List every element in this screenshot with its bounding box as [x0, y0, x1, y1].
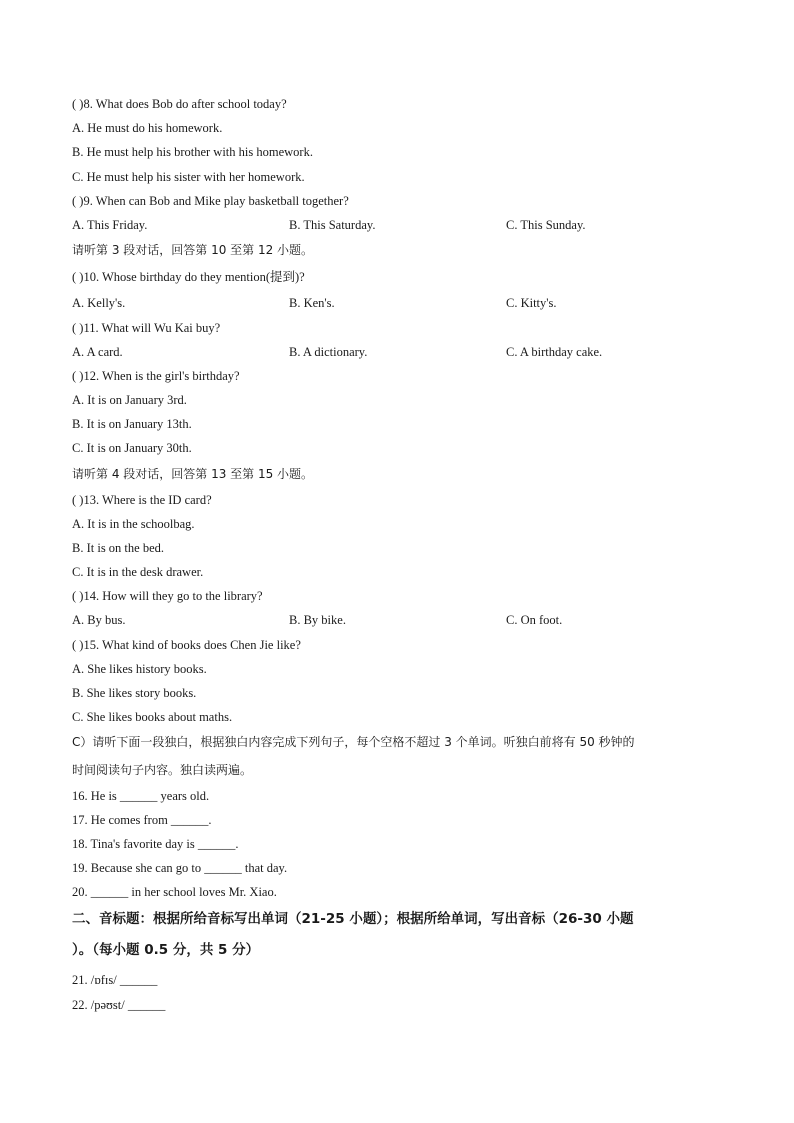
option-11a: A. A card. [72, 345, 123, 359]
question-14: ( )14. How will they go to the library? [72, 589, 263, 603]
dialogue-4-instruction: 请听第 4 段对话，回答第 13 至第 15 小题。 [72, 467, 314, 481]
part-2-heading-line2: ）。（每小题 0.5 分，共 5 分） [72, 942, 260, 958]
option-11b: B. A dictionary. [289, 345, 368, 359]
option-13c: C. It is in the desk drawer. [72, 565, 204, 579]
option-8b: B. He must help his brother with his homework. [72, 145, 313, 159]
phonetic-question-22: 22. /pəʊst/ ______ [72, 998, 166, 1012]
question-8: ( )8. What does Bob do after school today? [72, 97, 287, 111]
option-10c: C. Kitty's. [506, 296, 557, 310]
option-15c: C. She likes books about maths. [72, 710, 233, 724]
question-13: ( )13. Where is the ID card? [72, 493, 212, 507]
options-14 [72, 612, 722, 628]
option-11c: C. A birthday cake. [506, 345, 603, 359]
question-9: ( )9. When can Bob and Mike play basketball together? [72, 194, 349, 208]
dialogue-3-instruction: 请听第 3 段对话，回答第 10 至第 12 小题。 [72, 243, 314, 257]
fill-question-19: 19. Because she can go to ______ that day. [72, 861, 288, 875]
option-10a: A. Kelly's. [72, 296, 126, 310]
fill-question-18: 18. Tina's favorite day is ______. [72, 837, 239, 851]
question-15: ( )15. What kind of books does Chen Jie like? [72, 638, 301, 652]
option-8c: C. He must help his sister with her homework. [72, 170, 305, 184]
option-9a: A. This Friday. [72, 218, 148, 232]
option-8a: A. He must do his homework. [72, 121, 223, 135]
option-10b: B. Ken's. [289, 296, 335, 310]
options-11 [72, 344, 722, 360]
option-12a: A. It is on January 3rd. [72, 393, 187, 407]
options-9 [72, 217, 722, 233]
option-15a: A. She likes history books. [72, 662, 207, 676]
part-2-heading-line1: 二、音标题：根据所给音标写出单词（21-25 小题）；根据所给单词，写出音标（26-30 小题 [72, 911, 634, 927]
option-15b: B. She likes story books. [72, 686, 197, 700]
option-14c: C. On foot. [506, 613, 563, 627]
fill-question-20: 20. ______ in her school loves Mr. Xiao. [72, 885, 277, 899]
options-10 [72, 295, 722, 311]
question-10: ( )10. Whose birthday do they mention(提到)? [72, 270, 305, 284]
fill-question-16: 16. He is ______ years old. [72, 789, 210, 803]
option-9c: C. This Sunday. [506, 218, 586, 232]
section-c-instruction-line1: C）请听下面一段独白，根据独白内容完成下列句子，每个空格不超过 3 个单词。听独白前将有 50 秒钟的 [72, 735, 635, 749]
option-12c: C. It is on January 30th. [72, 441, 192, 455]
option-9b: B. This Saturday. [289, 218, 376, 232]
section-c-instruction-line2: 时间阅读句子内容。独白读两遍。 [72, 763, 253, 777]
question-11: ( )11. What will Wu Kai buy? [72, 321, 221, 335]
option-14b: B. By bike. [289, 613, 346, 627]
option-13a: A. It is in the schoolbag. [72, 517, 195, 531]
option-12b: B. It is on January 13th. [72, 417, 192, 431]
option-13b: B. It is on the bed. [72, 541, 165, 555]
option-14a: A. By bus. [72, 613, 126, 627]
fill-question-17: 17. He comes from ______. [72, 813, 212, 827]
phonetic-question-21: 21. /ɒfɪs/ ______ [72, 973, 158, 987]
question-12: ( )12. When is the girl's birthday? [72, 369, 240, 383]
